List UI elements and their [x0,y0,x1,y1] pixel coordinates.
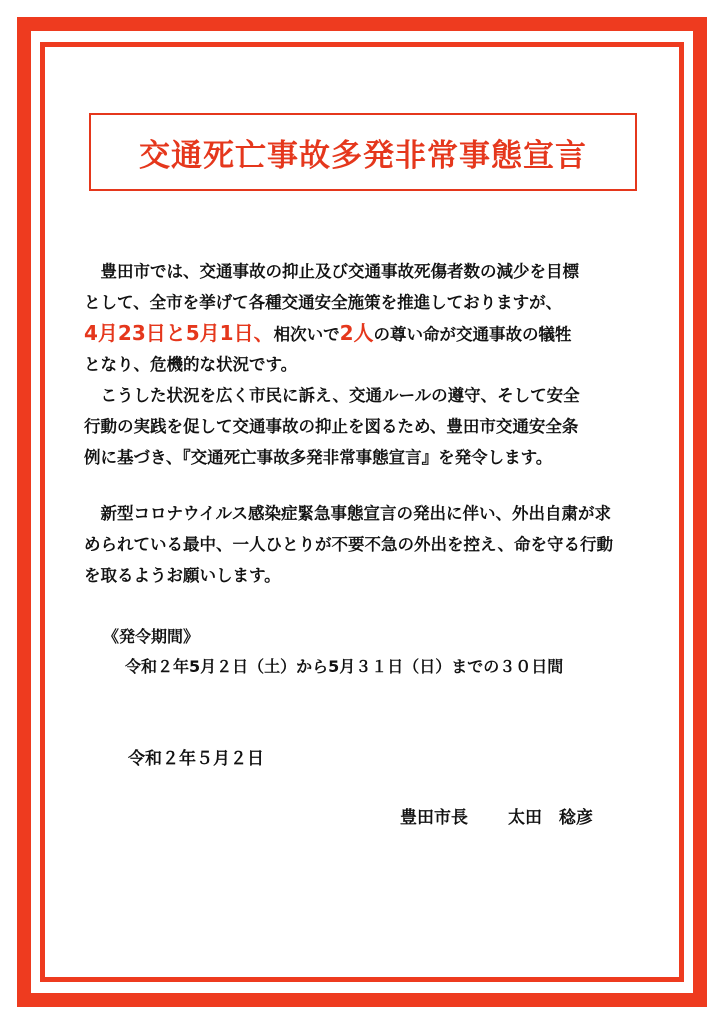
text-line: 行動の実践を促して交通事故の抑止を図るため、豊田市交通安全条 [84,417,579,436]
paragraph-covid-request [84,498,674,591]
text-line: 豊田市では、交通事故の抑止及び交通事故死傷者数の減少を目標 [84,262,579,281]
signature-title: 豊田市長 [400,808,468,828]
highlight-dates: 4月23日と5月1日、 [84,321,274,345]
text-line: として、全市を挙げて各種交通安全施策を推進しておりますが、 [84,293,563,312]
signature [400,803,593,828]
period-text: 令和２年5月２日（土）から5月３１日（日）までの３０日間 [125,657,564,676]
period-heading: 《発令期間》 [103,627,200,646]
text-line: 新型コロナウイルス感染症緊急事態宣言の発出に伴い、外出自粛が求 [84,504,612,523]
text-line: となり、危機的な状況です。 [84,355,298,374]
text-line [84,318,674,349]
text-line: こうした状況を広く市民に訴え、交通ルールの遵守、そして安全 [84,386,580,405]
signature-name: 太田 稔彦 [508,808,593,828]
document-title: 交通死亡事故多発非常事態宣言 [139,137,587,174]
text-fragment: の尊い命が交通事故の犠牲 [373,325,572,344]
text-line: 例に基づき、『交通死亡事故多発非常事態宣言』を発令します。 [84,448,553,467]
issue-date: 令和２年５月２日 [128,749,264,769]
text-fragment: 相次いで [273,325,340,344]
highlight-count: 2人 [339,321,374,345]
text-line: を取るようお願いします。 [84,566,281,585]
text-line: められている最中、一人ひとりが不要不急の外出を控え、命を守る行動 [84,535,613,554]
title-box [89,113,637,191]
paragraph-declaration [84,256,674,473]
